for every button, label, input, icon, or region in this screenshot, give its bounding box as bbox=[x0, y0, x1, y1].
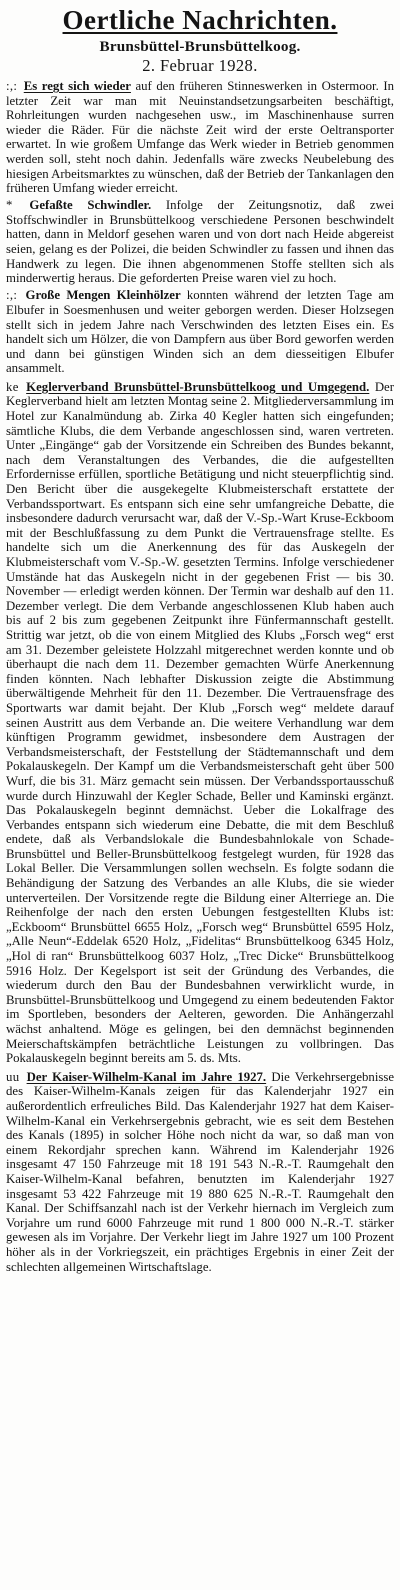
article-lead: Gefaßte Schwindler. bbox=[29, 198, 152, 213]
place-line: Brunsbüttel-Brunsbüttelkoog. bbox=[99, 38, 301, 55]
article-stinneswerke bbox=[6, 79, 394, 196]
article-paragraph bbox=[6, 288, 394, 376]
article-paragraph bbox=[6, 198, 394, 286]
article-paragraph bbox=[6, 1070, 394, 1274]
article-lead: Es regt sich wieder bbox=[23, 79, 131, 93]
article-marker: ke bbox=[6, 379, 19, 394]
article-marker: uu bbox=[6, 1069, 20, 1084]
masthead bbox=[6, 4, 394, 76]
article-keglerverband bbox=[6, 380, 394, 1066]
article-marker: :,: bbox=[6, 288, 18, 303]
article-lead: Große Mengen Kleinhölzer bbox=[25, 288, 181, 303]
article-marker: * bbox=[6, 198, 13, 213]
article-body: Infolge der Zeitungsnotiz, daß zwei Stoffschwindler in Brunsbüttelkoog verschiedene Personen beschwindelt hatten, dann in Meldorf gesehen waren und von dort nach Heide abgereist seien, gelang es der Polizei, die beiden Schwindler zu fassen und ihnen das Handwerk zu legen. Die ihnen abgenommenen Stoffe stellten sich als minderwertig heraus. Die geforderten Preise waren viel zu hoch. bbox=[6, 198, 395, 286]
article-marker: :,: bbox=[6, 79, 18, 93]
article-kaiser-wilhelm-kanal bbox=[6, 1070, 394, 1274]
section-headline: Oertliche Nachrichten. bbox=[62, 5, 338, 35]
article-body: Der Keglerverband hielt am letzten Montag seine 2. Mitgliederversammlung im Hotel zur Kanalmündung ab. Zirka 40 Kegler hatten sich eingefunden; sämtliche Klubs, die dem Verbande angeschlossen sind, waren vertreten. Unter „Eingänge“ gab der Vorsitzende ein Schreiben des Bundes bekannt, nach dem Veranstaltungen des Verbandes, die die aufgestellten Erfordernisse erfüllen, sportliche Betätigung und nicht steuerpflichtig sind. Den Bericht über die ausgekegelte Klubmeisterschaft erstattete der Verbandssportwart. Es entspann sich eine sehr umfangreiche Debatte, die insbesondere dadurch verursacht war, daß der V.-Sp.-Wart Kruse-Eckboom mit der Beschlußfassung zu dem Punkt die Vertrauensfrage stellte. Es handelte sich um die Anerkennung des für das Auskegeln der Klubmeisterschaft vom V.-Sp.-W. gesetzten Termins. Infolge verschiedener Umstände hat das Auskegeln nicht in der gegebenen Frist — bis 30. November — erledigt werden können. Der Termin war deshalb auf den 11. Dezember verlegt. Die dem Verbande angeschlossenen Klub haben auch bis auf 2 bis zum gegebenen Zeitpunkt ihre Fünfermannschaft gestellt. Strittig war jetzt, ob die von einem Mitglied des Klubs „Forsch weg“ erst am 31. Dezember geleistete Holzzahl mitgerechnet werden konnte und ob überhaupt die nach dem 11. Dezember gemachten Würfe Anerkennung finden könnten. Nach lebhafter Diskussion zeigte die Abstimmung überwältigende Mehrheit für den 11. Dezember. Die Vertrauensfrage des Sportwarts war damit bejaht. Der Klub „Forsch weg“ meldete darauf seinen Austritt aus dem Verbande an. Die weitere Verhandlung war dem künftigen Programm gewidmet, insbesondere dem Austragen der Verbandsmeisterschaft, der Feststellung der Städtemannschaft und dem Pokalauskegeln. Der Kampf um die Verbandsmeisterschaft geht über 500 Wurf, die bis 31. März gemacht sein müssen. Der Verbandssportausschuß wurde durch Hinzuwahl der Kegler Schade, Beller und Kaminski ergänzt. Das Pokalauskegeln beginnt demnächst. Ueber die Lokalfrage des Verbandes entspann sich wiederum eine Debatte, die mit dem Beschluß endete, daß als Verbandslokale die Bundesbahnlokale von Schade-Brunsbüttel und Beller-Brunsbüttelkoog festgelegt wurden, für 1928 das Lokal Beller. Die Versammlungen sollen wechseln. Es folgte sodann die Behändigung der Satzung des Verbandes an alle Klubs, die sie wieder unterverteilen. Der Vorsitzende regte die Bildung einer Alterriege an. Die Reihenfolge der nach den ersten Uebungen festgestellten Klubs ist: „Eckboom“ Brunsbüttel 6655 Holz, „Forsch weg“ Brunsbüttel 6595 Holz, „Alle Neun“-Eddelak 6520 Holz, „Fidelitas“ Brunsbüttelkoog 6345 Holz, „Hol di ran“ Brunsbüttelkoog 6037 Holz, „Trec Dicke“ Brunsbüttelkoog 5916 Holz. Der Kegelsport ist seit der Gründung des Verbandes, die wiederum durch den Bau der Bundesbahnen verwirklicht wurde, in Brunsbüttel-Brunsbüttelkoog und Umgegend zu einem bedeutenden Faktor im Sportleben, besonders der Aelteren, geworden. Die Anhängerzahl wächst anhaltend. Möge es gelingen, bei den demnächst beginnenden Meierschaftskämpfen beträchtliche Leistungen zu vollbringen. Das Pokalauskegeln beginnt bereits am 5. ds. Mts. bbox=[6, 379, 394, 1066]
article-body: auf den früheren Stinneswerken in Ostermoor. In letzter Zeit war man mit Neuinstandsetzungsarbeiten beschäftigt, Rohrleitungen wurden nachgesehen usw., im Maschinenhause surren wieder die Räder. Für die nächste Zeit wird der erste Oeltransporter erwartet. In wie großem Umfange das Werk wieder in Betrieb genommen werden soll, steht noch dahin. Jedenfalls wäre zwecks Neubelebung des hiesigen Arbeitsmarktes zu wünschen, daß der Betrieb der Tankanlagen den früheren Umfang wieder erreicht. bbox=[6, 79, 394, 196]
article-kleinhoelzer bbox=[6, 288, 394, 376]
date-line: 2. Februar 1928. bbox=[142, 56, 258, 75]
article-schwindler bbox=[6, 198, 394, 286]
article-body: Die Verkehrsergebnisse des Kaiser-Wilhelm-Kanals zeigen für das Kalenderjahr 1927 ein außerordentlich erfreuliches Bild. Das Kalenderjahr 1927 hat dem Kaiser-Wilhelm-Kanal ein Verkehrsergebnis gebracht, wie es seit dem Bestehen des Kanals (1895) in solcher Höhe noch nicht da war, so daß man von einem Rekordjahr sprechen kann. Während im Kalenderjahr 1926 insgesamt 47 150 Fahrzeuge mit 18 191 543 N.-R.-T. Raumgehalt den Kaiser-Wilhelm-Kanal befahren, benutzten im Kalenderjahr 1927 insgesamt 53 422 Fahrzeuge mit 19 880 625 N.-R.-T. Raumgehalt den Kanal. Der Schiffsanzahl nach ist der Verkehr hiernach im Vergleich zum Vorjahre um rund 6000 Fahrzeuge mit rund 1 800 000 N.-R.-T. stärker gewesen als im Vorjahre. Der Verkehr liegt im Jahre 1927 um 100 Prozent höher als in der Vorkriegszeit, ein prächtiges Ergebnis in einer Zeit der schlechten allgemeinen Wirtschaftslage. bbox=[6, 1069, 395, 1274]
article-paragraph bbox=[6, 380, 394, 1066]
article-lead: Keglerverband Brunsbüttel-Brunsbüttelkoog und Umgegend. bbox=[26, 379, 370, 394]
article-lead: Der Kaiser-Wilhelm-Kanal im Jahre 1927. bbox=[26, 1069, 267, 1084]
article-paragraph bbox=[6, 79, 394, 196]
article-body: konnten während der letzten Tage am Elbufer in Soesmenhusen und weiter geborgen werden. Dieser Holzsegen stellt sich in jedem Jahre nach Verschwinden des letzten Eises ein. Es handelt sich um Hölzer, die von Dampfern aus über Bord geworfen werden und dann bei günstigen Winden sich an dem diesseitigen Elbufer ansammelt. bbox=[6, 288, 395, 376]
